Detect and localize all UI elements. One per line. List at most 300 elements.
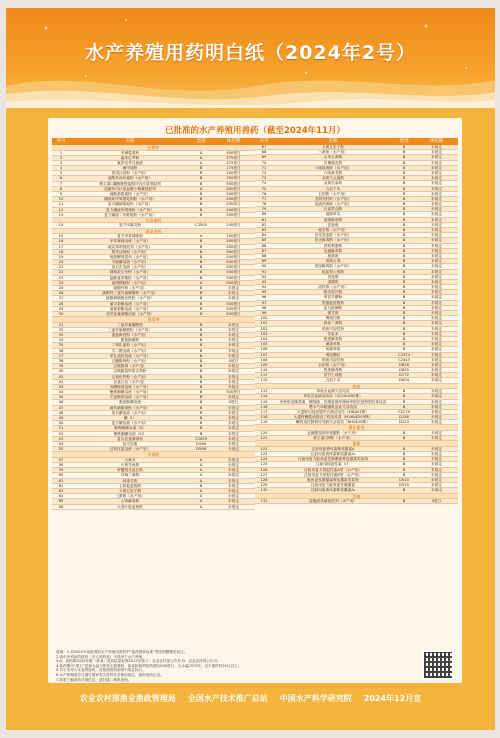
table-cell: B <box>199 286 203 290</box>
table-cell: 96 <box>261 295 267 300</box>
table-cell: B <box>402 217 406 222</box>
table-cell: 未规定 <box>227 384 240 389</box>
table-cell: 未规定 <box>430 207 443 212</box>
table-cell: 500度日 <box>226 150 241 155</box>
table-cell: 49 <box>58 416 64 420</box>
header-cell: 序号 <box>56 139 66 144</box>
table-cell: 盐酸氯苯胍粉（水产用） <box>109 275 151 280</box>
table-cell: B <box>199 301 203 306</box>
table-cell: 28 <box>58 301 64 306</box>
table-cell: D253 <box>399 420 409 425</box>
table-cell: 109 <box>260 362 268 367</box>
table-cell: 未规定 <box>227 426 240 431</box>
table-cell: B <box>199 322 203 327</box>
table-cell: A <box>199 234 203 239</box>
table-cell: B <box>199 197 203 202</box>
table-cell: 盐酸环丙沙星盐酸小檗碱预混剂 <box>104 186 156 191</box>
table-cell: 106 <box>260 347 268 352</box>
table-cell: 119 <box>260 420 268 425</box>
table-cell: 未规定 <box>430 259 443 264</box>
table-cell: 百部散（水产用） <box>318 362 348 367</box>
table-cell: D596 <box>196 447 206 452</box>
table-cell: 2 <box>59 155 63 160</box>
footer-item: 全国水产技术推广总站 <box>187 694 268 703</box>
table-cell: 500度日 <box>226 171 241 176</box>
table-cell: 114 <box>260 394 268 399</box>
table-cell: 未规定 <box>430 477 443 482</box>
table-cell: 77 <box>261 196 267 201</box>
table-cell: B <box>402 160 406 165</box>
table-cell: 未规定 <box>430 305 443 310</box>
table-cell: 聚维酮碘溶液（水产用） <box>109 390 151 395</box>
table-cell: B <box>402 253 406 258</box>
table-cell: 124 <box>260 457 268 462</box>
table-cell: 三氯异氰脲酸粉（水产用） <box>107 327 153 332</box>
table-cell: 129 <box>260 483 268 488</box>
table-cell: A <box>199 478 203 483</box>
table-cell: 双黄白头翁散 <box>321 176 345 181</box>
table-cell: 盐酸甜菜碱预混剂（水产用） <box>309 499 357 503</box>
table-cell: D804 <box>399 378 409 383</box>
table-cell: 57 <box>58 457 64 462</box>
table-cell: 34 <box>58 338 64 343</box>
table-cell: 驱虫散（水产用） <box>318 228 348 232</box>
table-cell: 未规定 <box>227 410 240 415</box>
table-cell: 注射用绒促性素（I） <box>315 462 351 467</box>
table-cell: 注射用复方鲑鱼促性腺激素释放激素类似物 <box>297 457 369 462</box>
table-cell: B <box>402 300 406 305</box>
table-cell: 根莲解毒散 <box>323 336 343 341</box>
table-cell: 未规定 <box>227 296 240 301</box>
table-cell: 阿苯达唑粉（水产用） <box>111 249 149 254</box>
table-cell: 52 <box>58 431 64 436</box>
table-cell: 83 <box>261 228 267 232</box>
table-cell: 61 <box>58 478 64 483</box>
table-cell: 36 <box>58 348 64 353</box>
table-cell: 鳜传染性脾肾坏死病灭活疫苗（NH0618株） <box>296 420 370 425</box>
table-cell: B <box>402 181 406 186</box>
table-cell: 未规定 <box>227 416 240 420</box>
table-cell: 银黄可溶性粉 <box>321 357 345 362</box>
table-cell: 未规定 <box>430 228 443 232</box>
table-cell: 草鱼出血病灭活疫苗 <box>316 389 350 394</box>
table-cell: 碘（I） <box>123 416 137 420</box>
table-cell: 复方甲苯咪唑粉 <box>117 234 143 239</box>
table-cell: 105 <box>260 342 268 347</box>
table-cell: 104 <box>260 336 268 341</box>
table-cell: B <box>402 399 406 404</box>
table-cell: 双黄苦参散 <box>323 181 343 186</box>
table-cell: B <box>402 202 406 207</box>
table-cell: 板黄散 <box>327 253 339 258</box>
table-cell: 13 <box>58 212 64 217</box>
table-cell: 未规定 <box>430 342 443 347</box>
note-line: 2.表中未列出的兽药（含人用药品）不得用于水产养殖。 <box>56 654 146 659</box>
table-cell: 22 <box>58 270 64 275</box>
table-cell: A <box>199 280 203 285</box>
table-cell: B <box>402 436 406 441</box>
table-cell: 375度日 <box>226 155 241 160</box>
table-cell: D520 <box>399 477 409 482</box>
table-cell: 含氯石灰（水产用） <box>113 379 147 384</box>
table-cell: D772 <box>399 373 409 378</box>
content-panel <box>48 118 462 683</box>
table-cell: 未规定 <box>227 436 240 441</box>
table-cell: 0度日 <box>431 499 442 503</box>
table-cell: 脱壳促长散 <box>323 290 343 295</box>
table-cell: 未规定 <box>227 364 240 369</box>
table-cell: 25 <box>58 286 64 290</box>
table-cell: 草鱼出血病活疫苗（GCHV-892株） <box>303 394 363 399</box>
table-cell: 未规定 <box>227 379 240 384</box>
table-cell: 500度日 <box>226 260 241 265</box>
table-cell: 地锦鹤草散 <box>323 217 343 222</box>
table-cell: 0度日 <box>228 400 239 405</box>
table-cell: 苦参末 <box>327 331 339 336</box>
table-cell: 氟苯尼考粉 <box>120 155 140 160</box>
table-cell: 110 <box>260 368 268 373</box>
table-cell: 86 <box>261 243 267 248</box>
table-cell: B <box>199 338 203 343</box>
table-cell: B <box>199 431 203 436</box>
table-cell: 过氧化氢溶液（水产用） <box>109 447 151 452</box>
table-cell: B <box>199 374 203 379</box>
table-cell: 穿梅三黄散 <box>120 473 140 478</box>
table-cell: B <box>199 327 203 332</box>
table-cell: 注射用促黄体素释放激素A <box>311 446 355 451</box>
header-cell: 名称 <box>125 139 135 144</box>
table-cell: 甲砜霉素粉 <box>120 150 140 155</box>
header-cell: 名称 <box>328 139 338 144</box>
table-cell: B <box>402 259 406 264</box>
table-cell: 500度日 <box>226 239 241 244</box>
table-cell: 90 <box>261 264 267 269</box>
category-heading: 中成药 <box>52 452 255 458</box>
table-cell: 蛋氨酸碘溶液 <box>118 400 142 405</box>
table-cell: 未规定 <box>430 483 443 488</box>
table-cell: B <box>402 290 406 295</box>
table-cell: 500度日 <box>226 301 241 306</box>
table-cell: 未规定 <box>430 191 443 196</box>
table-cell: 川楝陈皮散 <box>323 160 343 165</box>
table-cell: B <box>199 483 203 488</box>
table-cell: 硫酸新霉素粉（水产用） <box>109 192 151 196</box>
table-cell: 24 <box>58 280 64 285</box>
table-cell: 未规定 <box>227 488 240 493</box>
poster <box>6 8 495 730</box>
table-cell: 三氯异氰脲酸粉 <box>117 322 143 327</box>
table-cell: 41 <box>58 374 64 379</box>
table-cell: C2505 <box>195 223 207 228</box>
table-cell: 未规定 <box>430 311 443 315</box>
table-cell: 恩诺沙星粉（水产用） <box>111 171 149 176</box>
table-cell: 吡喹酮预混剂（水产用） <box>109 254 151 259</box>
table-cell: 未规定 <box>430 362 443 367</box>
table-cell: B <box>199 176 203 181</box>
table-cell: 69 <box>261 155 267 160</box>
table-cell: 97 <box>261 300 267 305</box>
drug-table-left <box>52 138 255 510</box>
table-cell: 盐酸多西环素粉（水产用） <box>107 176 153 181</box>
table-cell: 未规定 <box>227 494 240 499</box>
table-cell: 氟甲喹粉 <box>122 166 138 171</box>
table-cell: 750度日 <box>226 176 241 181</box>
table-cell: 大青叶板蓝根散 <box>117 504 143 509</box>
table-header <box>255 138 458 145</box>
table-cell: 500度日 <box>226 181 241 186</box>
subtitle: 已批准的水产养殖用兽药（截至2024年11月） <box>165 126 345 136</box>
table-cell: 未规定 <box>430 253 443 258</box>
table-cell: 未规定 <box>430 176 443 181</box>
table-cell: 107 <box>260 352 268 357</box>
note-line: 3.A：兽药典2020年版一部 B：兽药质量标准2017年版 C：农业农村部公告号 D：农业农村部公告号。 <box>56 659 221 664</box>
table-cell: 131 <box>260 499 268 503</box>
header-cell: 类别 <box>399 139 409 144</box>
table-cell: B <box>199 171 203 176</box>
table-cell: 大黄解毒散 <box>120 499 140 504</box>
table-cell: 未规定 <box>227 291 240 296</box>
table-cell: 未规定 <box>430 415 443 420</box>
table-cell: 蚌毒灵散 <box>122 478 138 483</box>
table-cell: 55 <box>58 447 64 452</box>
table-cell: 石知散（水产用） <box>318 191 348 196</box>
table-cell: B <box>402 233 406 238</box>
table-cell: 0度日 <box>228 358 239 363</box>
table-cell: 肝胆利康散 <box>323 243 343 248</box>
table-cell: B <box>199 395 203 400</box>
table-cell: 150度日 <box>226 234 241 239</box>
table-cell: B <box>402 222 406 227</box>
table-cell: B <box>402 150 406 155</box>
table-cell: A <box>199 150 203 155</box>
table-cell: B <box>199 270 203 275</box>
table-cell: D158 <box>399 415 409 420</box>
table-cell: 19 <box>58 254 64 259</box>
table-cell: C2443 <box>398 357 410 362</box>
table-cell: B <box>199 390 203 395</box>
table-cell: 50 <box>58 421 64 426</box>
table-cell: 84 <box>261 233 267 238</box>
table-cell: 博连颗粒 <box>325 352 341 357</box>
table-cell: 未规定 <box>430 452 443 456</box>
category-heading: 驱杀虫药 <box>52 229 255 235</box>
table-cell: 芪参散 <box>327 222 339 227</box>
table-cell: 辛硫磷溶液（水产用） <box>111 260 149 265</box>
note-line: 6.水产养殖者应当遵守国家有关兽药安全使用规定，做好用药记录。 <box>56 672 164 677</box>
table-cell: 未规定 <box>227 405 240 410</box>
footer-item: 2024年12月宣 <box>363 694 422 703</box>
table-cell: 未规定 <box>430 150 443 155</box>
table-cell: 14 <box>58 223 64 228</box>
table-cell: 未规定 <box>430 420 443 425</box>
table-cell: 未规定 <box>430 233 443 238</box>
table-cell: 未规定 <box>430 181 443 186</box>
category-heading: 激素 <box>255 441 458 447</box>
table-cell: B <box>402 212 406 217</box>
table-cell: 未规定 <box>430 331 443 336</box>
table-cell: 磺胺间甲氧嘧啶钠粉（水产用） <box>104 197 156 202</box>
table-cell: 未规定 <box>430 399 443 404</box>
table-cell: 500度日 <box>226 186 241 191</box>
table-cell: 黄连解毒散（水产用） <box>314 264 352 269</box>
table-cell: 16 <box>58 239 64 244</box>
table-cell: 加减消黄散（水产用） <box>314 202 352 207</box>
table-cell: B <box>199 265 203 270</box>
category-heading: 抗真菌药 <box>52 218 255 224</box>
table-cell: 连翘解毒散 <box>323 248 343 253</box>
table-cell: A <box>199 494 203 499</box>
table-cell: 未规定 <box>430 316 443 321</box>
table-cell: 未规定 <box>430 352 443 357</box>
table-cell: 87 <box>261 248 267 253</box>
table-cell: 63 <box>58 488 64 493</box>
table-cell: A <box>199 468 203 473</box>
table-cell: 过氧化钙粉（水产用） <box>111 374 149 379</box>
notes <box>56 650 386 682</box>
table-cell: 未规定 <box>430 238 443 243</box>
table-cell: 高效氯氰菊酯溶液（水产用） <box>106 311 154 316</box>
table-cell: 大黄末 <box>124 457 136 462</box>
table-cell: 10 <box>58 197 64 202</box>
table-cell: B <box>402 457 406 462</box>
table-cell: 未规定 <box>227 447 240 452</box>
note-line: 7.如需了解兽药详细信息，请扫描二维码查询。 <box>56 677 132 682</box>
table-cell: 未规定 <box>227 338 240 343</box>
table-cell: 5 <box>59 171 63 176</box>
table-cell: 46 <box>58 400 64 405</box>
table-cell: B <box>402 394 406 399</box>
table-cell: 500度日 <box>226 311 241 316</box>
table-cell: 93 <box>261 279 267 284</box>
table-cell: 30 <box>58 311 64 316</box>
table-cell: 甲苯咪唑溶液（水产用） <box>109 239 151 244</box>
table-cell: 78 <box>261 202 267 207</box>
table-cell: B <box>402 430 406 435</box>
table-cell: 次氯酸钠溶液（水产用） <box>109 395 151 400</box>
table-cell: 26 <box>58 291 64 296</box>
table-cell: B <box>199 166 203 171</box>
table-cell: 虾蟹脱壳促长散 <box>117 468 143 473</box>
table-cell: B <box>199 421 203 426</box>
table-cell: 500度日 <box>226 207 241 212</box>
table-cell: 苯扎溴铵溶液（水产用） <box>109 353 151 358</box>
table-cell: 76 <box>261 191 267 196</box>
table-cell: B <box>402 176 406 181</box>
table-cell: 240度日 <box>226 223 241 228</box>
table-cell: 大黄五倍子散 <box>118 488 142 493</box>
table-cell: B <box>199 239 203 244</box>
table-cell: 未规定 <box>430 212 443 217</box>
table-cell: 94 <box>261 285 267 290</box>
table-cell: B <box>402 488 406 493</box>
table-cell: 苍术香连散（水产用） <box>314 233 352 238</box>
table-cell: 注射用促黄体素释放激素A₃ <box>310 452 356 456</box>
table-cell: 未规定 <box>430 202 443 207</box>
table-cell: 59 <box>58 468 64 473</box>
table-cell: 31 <box>58 322 64 327</box>
header-cell: 类别 <box>196 139 206 144</box>
drug-table-right <box>255 138 458 504</box>
table-cell: B <box>402 321 406 326</box>
table-cell: B <box>402 336 406 341</box>
table-cell: 大黄五倍子散 <box>321 145 345 149</box>
table-cell: 23 <box>58 275 64 280</box>
table-cell: 120 <box>260 430 268 435</box>
table-cell: 聚维酮碘溶液（III） <box>113 431 147 436</box>
table-cell: 未规定 <box>430 472 443 477</box>
table-cell: 51 <box>58 426 64 431</box>
table-cell: 未规定 <box>227 468 240 473</box>
note-line: 5.对于未列入本表的兽药，应按照兽药说明书规定执行。 <box>56 668 146 673</box>
table-cell: 15 <box>58 234 64 239</box>
table-cell: B <box>199 379 203 384</box>
table-cell: B <box>199 254 203 259</box>
table-cell: 21 <box>58 265 64 270</box>
table-cell: 102 <box>260 326 268 331</box>
table-cell: 95 <box>261 290 267 295</box>
table-cell: 未规定 <box>430 222 443 227</box>
table-cell: 32 <box>58 327 64 332</box>
table-cell: 硫酸锌粉（水产用） <box>113 286 147 290</box>
table-cell: 六味地黄散（水产用） <box>314 165 352 170</box>
table-cell: 44 <box>58 390 64 395</box>
footer-item: 农业农村部渔业渔政管理局 <box>79 694 176 703</box>
table-cell: B <box>402 331 406 336</box>
table-cell: 未规定 <box>430 160 443 165</box>
table-cell: A <box>199 488 203 493</box>
table-cell: 121 <box>260 436 268 441</box>
table-cell: 38 <box>58 358 64 363</box>
table-cell: B <box>402 295 406 300</box>
table-cell: 未规定 <box>430 430 443 435</box>
header-cell: 休药期 <box>429 139 444 144</box>
table-cell: 82 <box>261 222 267 227</box>
table-cell: 未规定 <box>430 186 443 191</box>
table-cell: 500度日 <box>226 254 241 259</box>
table-cell: 未规定 <box>430 145 443 149</box>
table-cell: D520 <box>399 483 409 488</box>
table-cell: 银翘板蓝根散 <box>321 300 345 305</box>
qr-code[interactable] <box>422 650 454 680</box>
table-cell: B <box>402 285 406 290</box>
table-cell: 65 <box>58 499 64 504</box>
table-cell: 未规定 <box>430 336 443 341</box>
table-cell: B <box>199 353 203 358</box>
table-cell: 33 <box>58 333 64 337</box>
table-cell: 未规定 <box>430 436 443 441</box>
table-cell: 未规定 <box>227 504 240 509</box>
table-cell: A <box>199 473 203 478</box>
table-cell: B <box>402 279 406 284</box>
table-cell: 清热散（水产用） <box>318 285 348 290</box>
table-cell: B <box>402 191 406 196</box>
header-cell: 序号 <box>259 139 269 144</box>
table-cell: 70 <box>261 160 267 165</box>
table-cell: 117 <box>260 409 268 414</box>
table-cell: B <box>199 207 203 212</box>
table-cell: 氟苯尼考注射液 <box>117 160 143 165</box>
table-cell: 66 <box>58 504 64 509</box>
table-cell: 89 <box>261 259 267 264</box>
header-banner <box>6 8 495 104</box>
table-cell: 99 <box>261 311 267 315</box>
table-cell: 未规定 <box>430 357 443 362</box>
table-cell: 60 <box>58 473 64 478</box>
table-cell: 375度日 <box>226 160 241 165</box>
table-cell: 大菱鲆鳗弧菌基因工程活疫苗（MVAV6203株） <box>293 415 373 420</box>
table-cell: 牙鲆鱼溶藻弧菌、鳗弧菌、迟缓爱德华菌病多联抗独特型抗体疫苗 <box>279 399 387 404</box>
table-cell: B <box>199 306 203 311</box>
